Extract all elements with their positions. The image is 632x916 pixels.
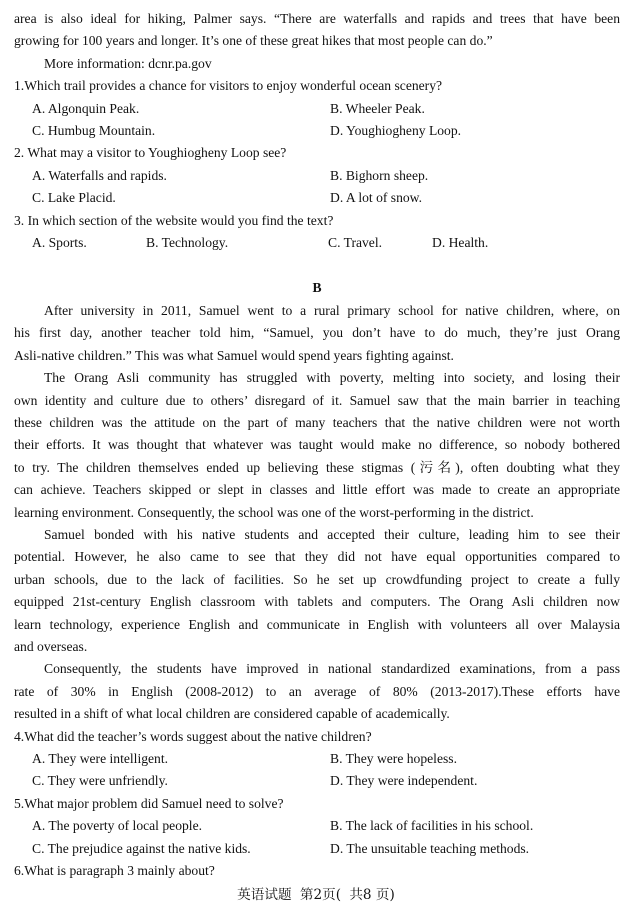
option-row — [14, 98, 620, 120]
passage-b-line: these children was the attitude on the part of many teachers that the native children were not worth — [14, 414, 620, 430]
option-row — [14, 815, 620, 837]
option-row — [14, 165, 620, 187]
question-stem: 4.What did the teacher’s words suggest about the native children? — [14, 728, 372, 744]
option: D. The unsuitable teaching methods. — [330, 840, 530, 856]
passage-b-line: their efforts. It was thought that whatever was taught would make no difference, so nobody bothered — [14, 437, 620, 453]
footer-page: 第2页( — [299, 887, 342, 903]
question-stem: 5.What major problem did Samuel need to solve? — [14, 795, 284, 811]
option-row — [14, 770, 620, 792]
option-row — [14, 232, 620, 254]
passage-b-line: own identity and culture due to others’ disregard of it. Samuel saw that the main barrier in teaching — [14, 392, 620, 408]
option: B. The lack of facilities in his school. — [330, 818, 534, 834]
question-stem: 6.What is paragraph 3 mainly about? — [14, 863, 215, 879]
footer-subject: 英语试题 — [237, 887, 292, 903]
passage-a-line: growing for 100 years and longer. It’s one of these great hikes that most people can do.” — [14, 33, 493, 49]
option: C. Travel. — [328, 235, 383, 251]
option: B. Wheeler Peak. — [330, 100, 425, 116]
passage-b-line: equipped 21st-century English classroom with tablets and computers. The Orang Asli children now — [14, 594, 620, 610]
option-row — [14, 120, 620, 142]
page-footer — [0, 884, 632, 906]
passage-b-line: After university in 2011, Samuel went to a rural primary school for native children, where, on — [44, 302, 620, 318]
option: A. Waterfalls and rapids. — [32, 167, 167, 183]
more-info: More information: dcnr.pa.gov — [44, 55, 212, 71]
option: A. They were intelligent. — [32, 751, 169, 766]
option-row — [14, 187, 620, 209]
passage-b-line: urban schools, due to the lack of facilities. So he set up crowdfunding project to create a fully — [14, 571, 620, 587]
option: C. Humbug Mountain. — [32, 123, 156, 139]
option: B. Technology. — [146, 235, 229, 251]
passage-b-line: learn technology, experience English and communicate in English with volunteers all over Malaysia — [14, 616, 620, 632]
option: B. Bighorn sheep. — [330, 167, 429, 183]
passage-b-line: Asli-native children.” This was what Samuel would spend years fighting against. — [14, 347, 454, 363]
option: A. The poverty of local people. — [32, 818, 202, 834]
passage-b-line: resulted in a shift of what local children are considered capable of academically. — [14, 706, 450, 722]
passage-b-line: his first day, another teacher told him, “Samuel, you don’t have to do much, they’re just Orang — [14, 325, 620, 341]
passage-b-line: Samuel bonded with his native students and accepted their culture, leading him to see their — [44, 526, 620, 542]
option: D. They were independent. — [330, 773, 478, 789]
option-row — [14, 748, 620, 770]
option: A. Sports. — [32, 235, 87, 251]
passage-b-line: The Orang Asli community has struggled with poverty, melting into society, and losing their — [44, 370, 620, 386]
option: B. They were hopeless. — [330, 751, 457, 766]
option: C. They were unfriendly. — [32, 773, 168, 789]
passage-b-line: and overseas. — [14, 638, 88, 654]
option: D. Youghiogheny Loop. — [330, 123, 462, 139]
passage-b-line: Consequently, the students have improved in national standardized examinations, from a pass — [44, 661, 620, 677]
footer-total: 共8 页) — [349, 887, 395, 903]
option: D. A lot of snow. — [330, 190, 423, 206]
question-stem: 3. In which section of the website would you find the text? — [14, 212, 334, 228]
option: C. Lake Placid. — [32, 190, 116, 206]
passage-b-line: rate of 30% in English (2008-2012) to an average of 80% (2013-2017).These efforts have — [14, 683, 620, 699]
question-stem: 1.Which trail provides a chance for visitors to enjoy wonderful ocean scenery? — [14, 78, 443, 94]
option: D. Health. — [432, 235, 489, 251]
passage-b-line: to try. The children themselves ended up believing these stigmas (污名), often doubting what they — [14, 459, 620, 475]
section-heading: B — [312, 280, 322, 296]
passage-b-line: can achieve. Teachers skipped or slept in classes and little effort was made to create an appropriate — [14, 482, 620, 498]
option-row — [14, 838, 620, 860]
passage-a-line: area is also ideal for hiking, Palmer says. “There are waterfalls and rapids and trees that have been — [14, 11, 620, 26]
exam-page — [14, 8, 620, 882]
option: A. Algonquin Peak. — [32, 100, 140, 116]
passage-b-line: potential. However, he also came to see that they did not have equal opportunities compared to — [14, 549, 620, 565]
question-stem: 2. What may a visitor to Youghiogheny Loop see? — [14, 145, 287, 161]
passage-b-line: learning environment. Consequently, the school was one of the worst-performing in the district. — [14, 504, 534, 520]
option: C. The prejudice against the native kids. — [32, 840, 251, 856]
